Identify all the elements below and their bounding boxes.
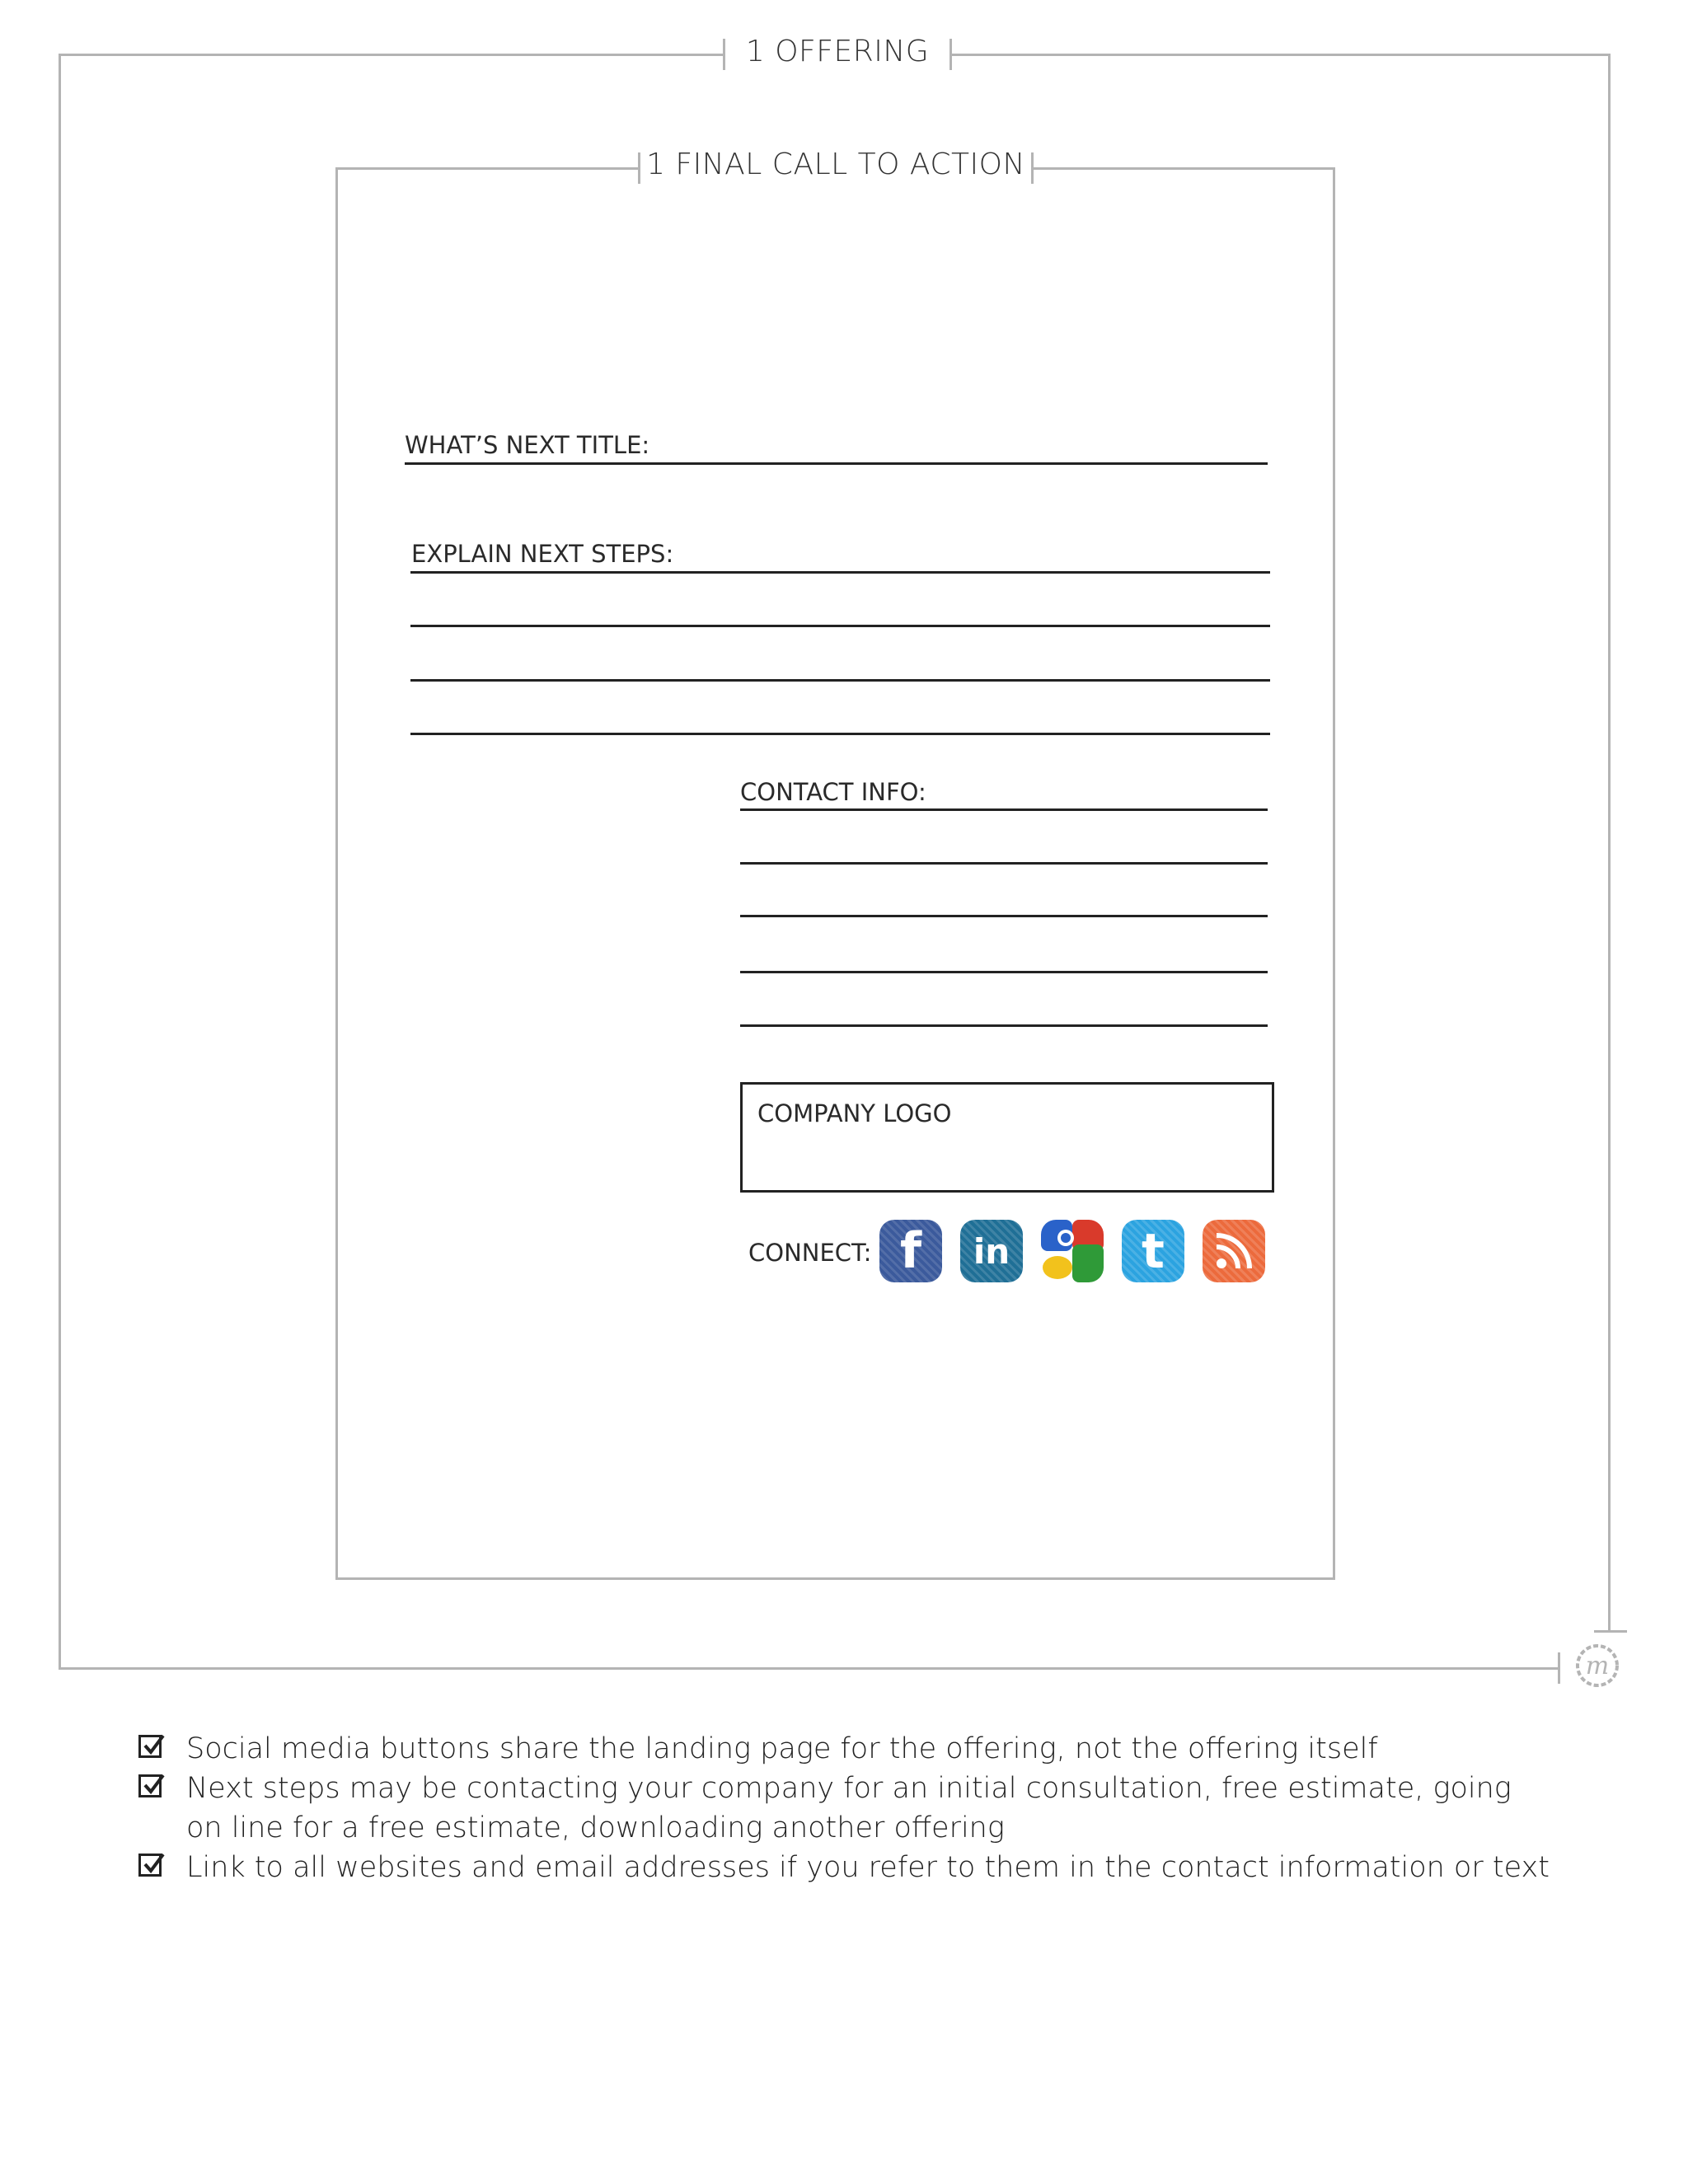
explain-next-steps-label: EXPLAIN NEXT STEPS: (411, 540, 674, 568)
company-logo-label: COMPANY LOGO (757, 1099, 952, 1127)
outer-frame-title: 1 OFFERING (745, 35, 930, 68)
whats-next-title-label: WHAT’S NEXT TITLE: (405, 431, 650, 459)
checkbox-checked-icon (138, 1854, 162, 1877)
whats-next-title-line[interactable] (405, 462, 1268, 465)
google-icon[interactable] (1041, 1220, 1104, 1282)
contact-info-line[interactable] (740, 1024, 1268, 1027)
explain-next-steps-line[interactable] (410, 733, 1270, 735)
contact-info-line[interactable] (740, 808, 1268, 811)
facebook-icon[interactable]: f (879, 1220, 942, 1282)
inner-frame-title: 1 FINAL CALL TO ACTION (646, 148, 1025, 181)
notes-list (138, 1729, 1556, 1887)
checkbox-checked-icon (138, 1735, 162, 1758)
checkbox-checked-icon (138, 1774, 162, 1797)
explain-next-steps-line[interactable] (410, 571, 1270, 574)
twitter-icon[interactable]: t (1122, 1220, 1184, 1282)
list-item: Link to all websites and email addresses if you refer to them in the contact information or text (138, 1848, 1556, 1887)
watermark-logo (1574, 1643, 1620, 1689)
list-item: Next steps may be contacting your company for an initial consultation, free estimate, going on line for a free estimate, downloading another offering (138, 1769, 1556, 1848)
google-icon-shape (1041, 1220, 1104, 1282)
company-logo-box[interactable] (740, 1082, 1274, 1193)
svg-text:m: m (1585, 1652, 1610, 1680)
rss-icon-shape (1213, 1230, 1254, 1272)
list-item: Social media buttons share the landing page for the offering, not the offering itself (138, 1729, 1556, 1769)
rss-icon[interactable] (1203, 1220, 1265, 1282)
contact-info-label: CONTACT INFO: (740, 778, 926, 806)
contact-info-line[interactable] (740, 971, 1268, 973)
contact-info-line[interactable] (740, 862, 1268, 865)
connect-label: CONNECT: (748, 1239, 872, 1267)
contact-info-line[interactable] (740, 915, 1268, 917)
explain-next-steps-line[interactable] (410, 679, 1270, 682)
explain-next-steps-line[interactable] (410, 625, 1270, 627)
linkedin-icon[interactable]: in (960, 1220, 1023, 1282)
